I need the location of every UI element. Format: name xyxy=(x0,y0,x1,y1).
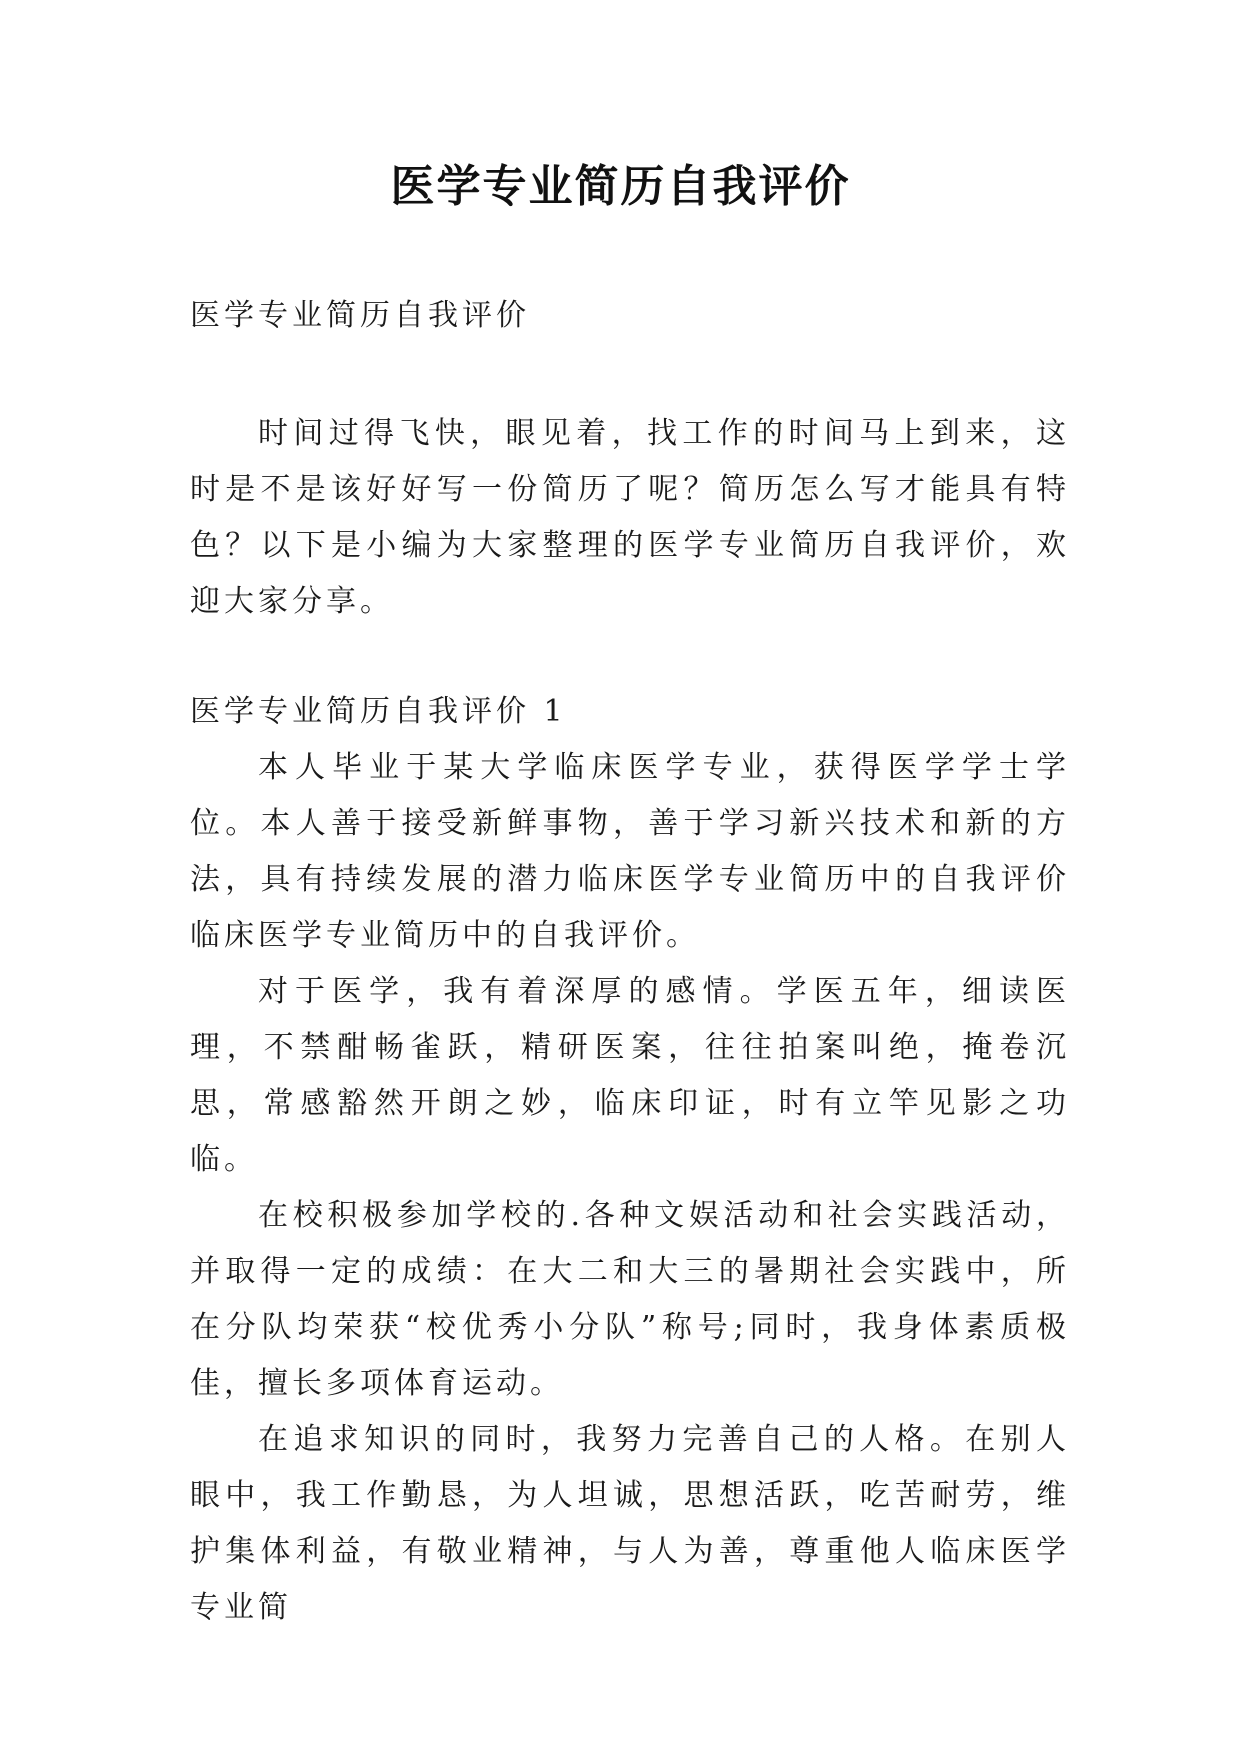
intro-paragraph: 时间过得飞快，眼见着，找工作的时间马上到来，这时是不是该好好写一份简历了呢？简历怎么写才能具有特色？以下是小编为大家整理的医学专业简历自我评价，欢迎大家分享。 xyxy=(190,416,1070,619)
body-paragraph: 本人毕业于某大学临床医学专业，获得医学学士学位。本人善于接受新鲜事物，善于学习新兴技术和新的方法，具有持续发展的潜力临床医学专业简历中的自我评价临床医学专业简历中的自我评价。 xyxy=(190,750,1070,953)
document-title: 医学专业简历自我评价 xyxy=(390,161,851,212)
body-paragraph: 在校积极参加学校的.各种文娱活动和社会实践活动，并取得一定的成绩：在大二和大三的暑期社会实践中，所在分队均荣获“校优秀小分队”称号;同时，我身体素质极佳，擅长多项体育运动。 xyxy=(190,1198,1070,1401)
body-paragraph: 在追求知识的同时，我努力完善自己的人格。在别人眼中，我工作勤恳，为人坦诚，思想活跃，吃苦耐劳，维护集体利益，有敬业精神，与人为善，尊重他人临床医学专业简 xyxy=(190,1422,1070,1625)
document-subtitle: 医学专业简历自我评价 xyxy=(190,298,530,333)
body-paragraph: 对于医学，我有着深厚的感情。学医五年，细读医理，不禁酣畅雀跃，精研医案，往往拍案叫绝，掩卷沉思，常感豁然开朗之妙，临床印证，时有立竿见影之功临。 xyxy=(190,974,1070,1177)
document-body xyxy=(190,288,1070,1636)
spacer xyxy=(190,630,1070,684)
section-heading: 医学专业简历自我评价 1 xyxy=(190,694,567,729)
spacer xyxy=(190,344,1070,406)
